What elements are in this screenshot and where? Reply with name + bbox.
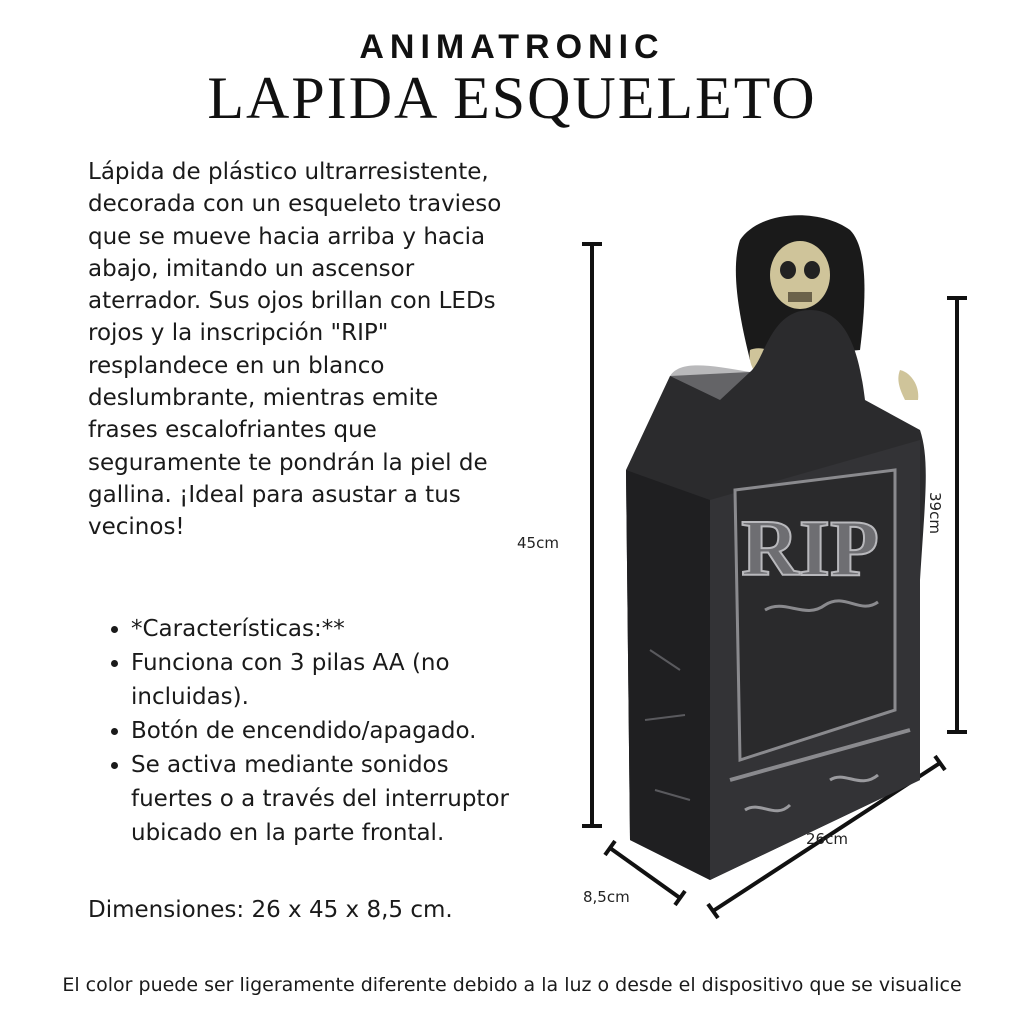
product-title: LAPIDA ESQUELETO — [207, 65, 817, 131]
rip-inscription: RIP — [741, 505, 879, 593]
depth-label: 8,5cm — [583, 888, 630, 906]
feature-item: • Botón de encendido/apagado. — [131, 714, 531, 748]
feature-item: • *Características:** — [131, 612, 531, 646]
product-description: Lápida de plástico ultrarresistente, decorada con un esqueleto travieso que se mueve hacia arriba y hacia abajo, imitando un ascensor aterrador. Sus ojos brillan con LEDs rojos y la inscripción "RIP" resplandece en un blanco deslumbrante, mientras emite frases escalofriantes que seguramente te pondrán la piel de gallina. ¡Ideal para asustar a tus vecinos! — [88, 159, 502, 541]
feature-item: • Funciona con 3 pilas AA (no incluidas). — [131, 646, 531, 714]
product-kicker: ANIMATRONIC — [359, 28, 665, 66]
height-stone-label: 39cm — [926, 488, 944, 538]
width-label: 26cm — [806, 830, 848, 848]
features-list — [104, 612, 531, 850]
feature-item: • Se activa mediante sonidos fuertes o a través del interruptor ubicado en la parte frontal. — [131, 748, 531, 850]
color-disclaimer: El color puede ser ligeramente diferente debido a la luz o desde el dispositivo que se visualice — [62, 974, 962, 996]
product-image — [560, 200, 1000, 930]
dimensions-text: Dimensiones: 26 x 45 x 8,5 cm. — [88, 897, 453, 923]
height-total-label: 45cm — [517, 534, 559, 552]
tombstone — [626, 310, 926, 880]
